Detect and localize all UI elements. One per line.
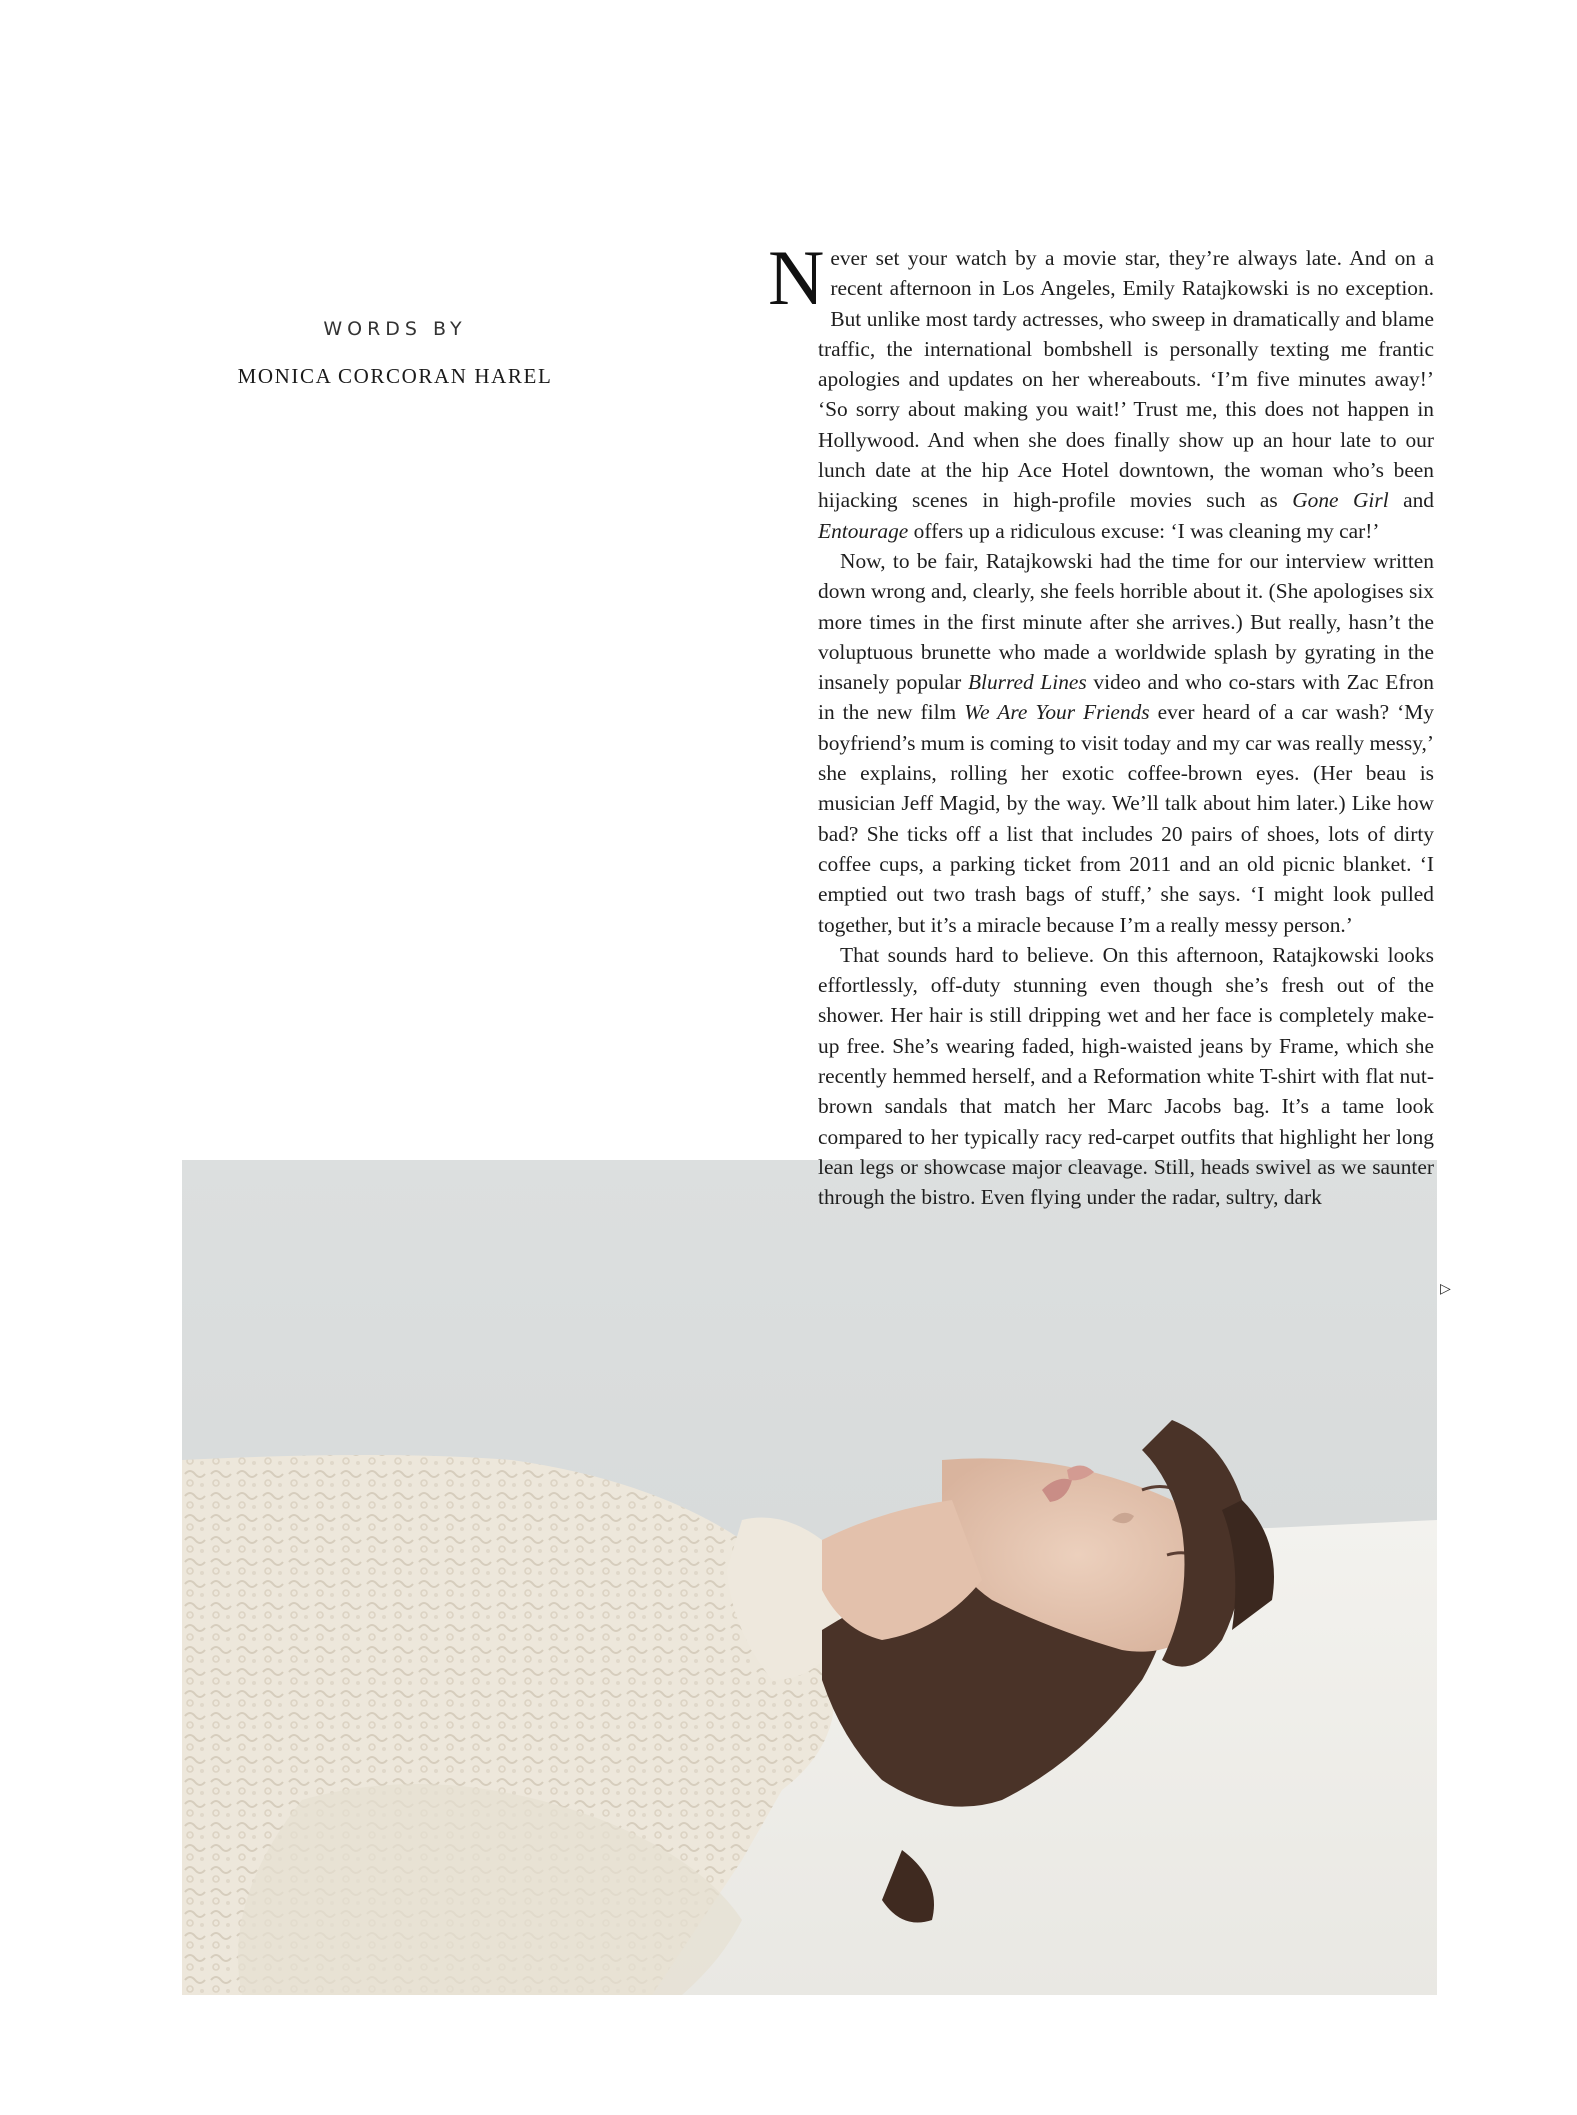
article-paragraph [818, 243, 1434, 546]
article-paragraph [818, 546, 1434, 940]
drop-cap: N [768, 234, 825, 321]
text-run: offers up a ridiculous excuse: ‘I was cleaning my car!’ [908, 518, 1380, 543]
continue-arrow-icon: ▷ [1440, 1281, 1451, 1297]
article-photo [182, 1160, 1437, 1995]
author-name: MONICA CORCORAN HAREL [237, 364, 553, 388]
italic-title: Blurred Lines [967, 670, 1087, 695]
byline [230, 318, 560, 389]
text-run: and [1388, 488, 1434, 513]
italic-title: We Are Your Friends [964, 700, 1150, 725]
article-body [768, 234, 1434, 1213]
article-paragraph [818, 940, 1434, 1213]
italic-title: Entourage [818, 518, 909, 543]
text-run: ever heard of a car wash? ‘My boyfriend’s mum is coming to visit today and my car was really messy,’ she explains, rolling her exotic coffee-brown eyes. (Her beau is musician Jeff Magid, by the way. We’ll talk about him later.) Like how bad? She ticks off a list that includes 20 pairs of shoes, lots of dirty coffee cups, a parking ticket from 2011 and an old picnic blanket. ‘I emptied out two trash bags of stuff,’ she says. ‘I might look pulled together, but it’s a miracle because I’m a really messy person.’ [818, 700, 1434, 937]
text-run: That sounds hard to believe. On this afternoon, Ratajkowski looks effortlessly, off-duty stunning even though she’s fresh out of the shower. Her hair is still dripping wet and her face is completely make-up free. She’s wearing faded, high-waisted jeans by Frame, which she recently hemmed herself, and a Reformation white T-shirt with flat nut-brown sandals that match her Marc Jacobs bag. It’s a tame look compared to her typically racy red-carpet outfits that highlight her long lean legs or showcase major cleavage. Still, heads swivel as we saunter through the bistro. Even flying under the radar, sultry, dark [818, 942, 1434, 1210]
text-run: Now, to be fair, Ratajkowski had the time for our interview written down wrong and, clearly, she feels horrible about it. (She apologises six more times in the first minute after she arrives.) But really, hasn’t the voluptuous brunette who made a worldwide splash by gyrating in the insanely popular [818, 548, 1434, 695]
text-run: ever set your watch by a movie star, they’re always late. And on a recent afternoon in Los Angeles, Emily Ratajkowski is no exception. But unlike most tardy actresses, who sweep in dramatically and blame traffic, the international bombshell is personally texting me frantic apologies and updates on her whereabouts. ‘I’m five minutes away!’ ‘So sorry about making you wait!’ Trust me, this does not happen in Hollywood. And when she does finally show up an hour late to our lunch date at the hip Ace Hotel downtown, the woman who’s been hijacking scenes in high-profile movies such as [818, 246, 1434, 513]
text-run: video and who co-stars with Zac Efron in the new film [818, 670, 1434, 725]
italic-title: Gone Girl [1292, 488, 1389, 513]
byline-label: WORDS BY [323, 318, 467, 340]
